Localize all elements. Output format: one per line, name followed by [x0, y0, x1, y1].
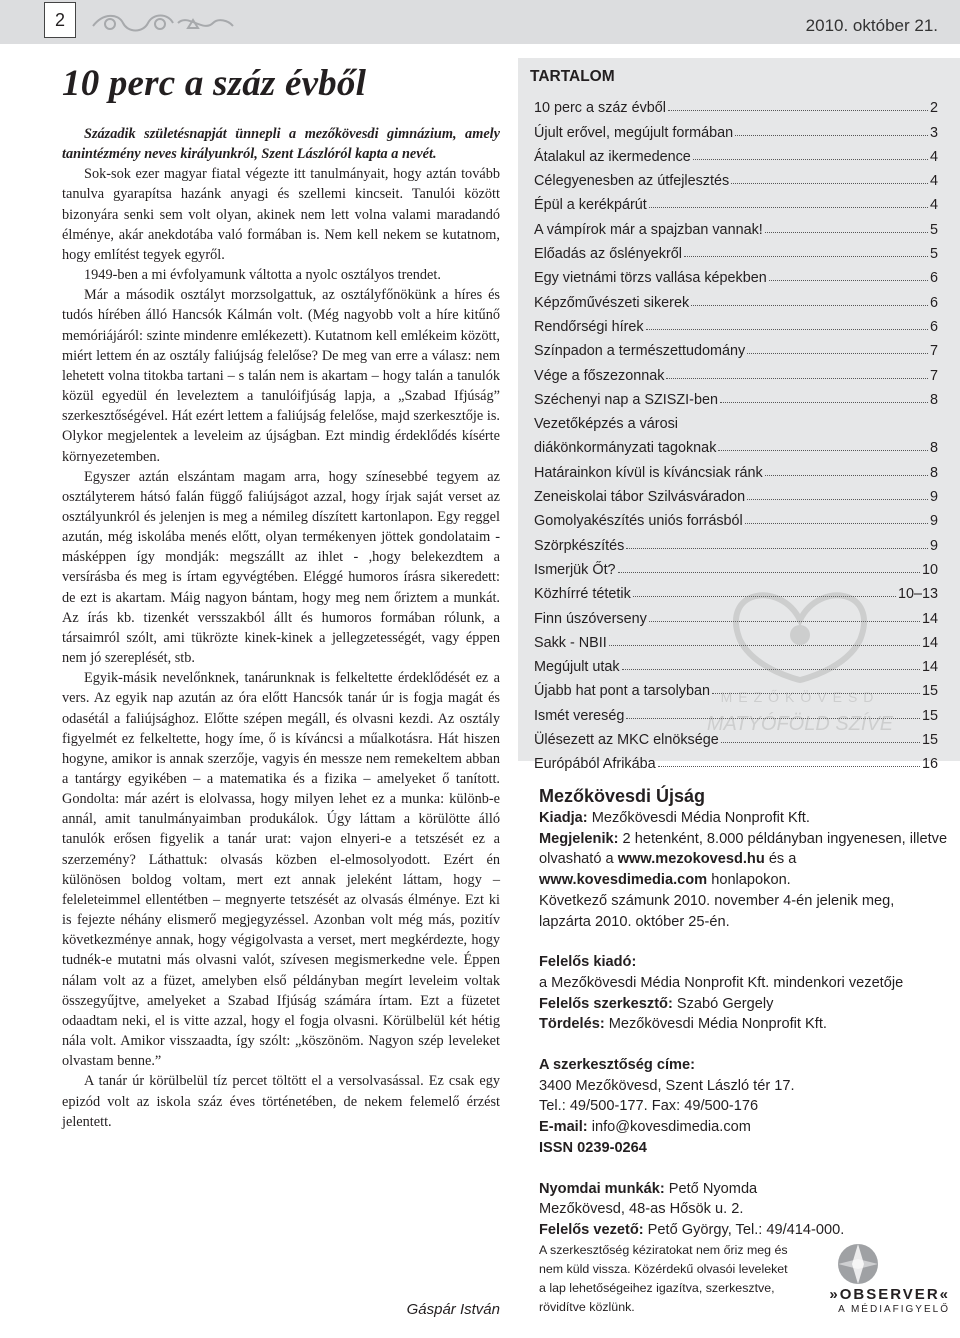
toc-item-page: 8: [929, 391, 938, 408]
toc-leader-dots: [745, 523, 928, 524]
toc-item-title: Szörpkészítés: [534, 537, 625, 554]
toc-leader-dots: [765, 475, 928, 476]
toc-item-title: Épül a kerékpárút: [534, 197, 647, 214]
toc-item-title: Finn úszóverseny: [534, 610, 647, 627]
toc-item-page: 6: [929, 318, 938, 335]
toc-item-title: Ismét vereség: [534, 707, 625, 724]
toc-item-page: 9: [929, 537, 938, 554]
toc-item[interactable]: [534, 213, 938, 237]
logo-subtitle: A MÉDIAFIGYELŐ: [838, 1304, 950, 1315]
article-paragraph: Egyik-másik nevelőnknek, tanárunknak is felkeltette érdeklődését ez a vers. Az egyik nap azután az óra előtt Hancsók tanár úr is fogja magát és odasétál a faliújsághoz. Előtte szépen megáll, és olvasni kezdi. Az osztály figyelmét ez felkeltette, hogy íme, ő is kíváncsi a műalkotásra. Hát hiszen hogyne, amikor is annak szerzője, vagyis én messze nem remekeltem abban a tantárgy egyikében – a matematika és a fizika – amelyeket ő tanított. Gondolta: már azért is elolvassa, hogy milyen lehet ez a munka: különb-e annál, amit tanulmányaimban produkálok. Úgy láttam a körülötte álló tanulók erősen figyelik a tanár urat: vajon elnyeri-e a tetszését ez a szerzemény? Láthattuk: olvasás közben el-elmosolyodott. Ezért én különösen boldog voltam, mert ezt annak jeleként láttam, hogy – feleleteimmel ellentétben – megnyerte tetszését az olvasás élménye. Ezt ki is fejezte néhány elismerő megjegyzéssel. Azonban volt még más, pozitív következménye annak, hogy végigolvasta a verset, mert megkérdezte, hogy tudnék-e mutatni más olvasni valót, szívesen megismerkedne vele. Éppen nálam volt az a füzet, amelyben első példányban megírt leveleim voltak összegyűjtve, amelyeket a Szabad Ifjúság számára írtam. Ezt a füzetet odaadtam neki, el is vitte azzal, hogy el fogja olvasni. Körülbelül két hétig nála volt. Amikor visszaadta, így szólt: „köszönöm. Nagyon szép leveleket olvastam benne.”: [62, 670, 500, 1070]
toc-item-title: Sakk - NBII: [534, 634, 607, 651]
toc-leader-dots: [626, 548, 928, 549]
toc-item-title: Ülésezett az MKC elnöksége: [534, 732, 719, 749]
observer-logo: [780, 1240, 950, 1320]
toc-item[interactable]: [534, 505, 938, 529]
toc-item-title: Vége a főszezonnak: [534, 367, 665, 384]
toc-item-title: Közhírré tétetik: [534, 586, 631, 603]
toc-item-page: 6: [929, 294, 938, 311]
toc-leader-dots: [731, 183, 928, 184]
toc-item[interactable]: [534, 189, 938, 213]
toc-leader-dots: [765, 232, 928, 233]
toc-item-title: Egy vietnámi törzs vallása képekben: [534, 270, 767, 287]
toc-item[interactable]: [534, 432, 938, 456]
toc-item[interactable]: [534, 748, 938, 772]
toc-leader-dots: [718, 450, 928, 451]
toc-item-title: Vezetőképzés a városi: [534, 416, 678, 433]
issue-date: 2010. október 21.: [805, 16, 938, 35]
toc-leader-dots: [646, 329, 928, 330]
globe-icon: [834, 1240, 882, 1288]
toc-item-title: Színpadon a természettudomány: [534, 343, 746, 360]
toc-item-title: Újabb hat pont a tarsolyban: [534, 683, 711, 700]
toc-item-title: Képzőművészeti sikerek: [534, 294, 690, 311]
toc-leader-dots: [649, 207, 928, 208]
toc-item-page: 2: [929, 100, 938, 117]
toc-leader-dots: [747, 499, 928, 500]
ornament-icon: [88, 8, 238, 38]
toc-leader-dots: [666, 378, 928, 379]
toc-item-title: Átalakul az ikermedence: [534, 148, 691, 165]
toc-item[interactable]: [534, 359, 938, 383]
toc-item[interactable]: [534, 408, 938, 432]
site-link[interactable]: www.mezokovesd.hu: [617, 851, 765, 868]
article-paragraph: 1949-ben a mi évfolyamunk váltotta a nyolc osztályos trendet.: [84, 267, 441, 284]
toc-item[interactable]: [534, 456, 938, 480]
toc-item-page: 16: [921, 756, 938, 773]
toc-item-page: 8: [929, 464, 938, 481]
toc-item-title: Előadás az őslényekről: [534, 246, 682, 263]
logo-name: »OBSERVER«: [829, 1286, 950, 1303]
toc-leader-dots: [769, 280, 928, 281]
page-number: 2: [44, 2, 76, 38]
toc-item-page: 10–13: [897, 586, 938, 603]
toc-item-title: A vámpírok már a spajzban vannak!: [534, 221, 763, 238]
toc-item-page: 4: [929, 148, 938, 165]
toc-item-title: Ismerjük Őt?: [534, 561, 616, 578]
masthead: Mezőkövesdi Újság: [539, 786, 706, 806]
article-title: 10 perc a száz évből: [62, 63, 367, 104]
toc-item[interactable]: [534, 141, 938, 165]
toc-item-page: 7: [929, 343, 938, 360]
toc-item-page: 8: [929, 440, 938, 457]
toc-item[interactable]: [534, 116, 938, 140]
toc-item[interactable]: [534, 384, 938, 408]
toc-leader-dots: [721, 742, 920, 743]
toc-item-page: 14: [921, 634, 938, 651]
article-paragraph: Már a második osztályt morzsolgattuk, az osztályfőnökünk a híres és tudós hírében álló Hancsók Kálmán volt. (Még nagyobb volt a híre kitűnő memóriájáról: szinte mindenre emlékezett). Kutatnom kell emlékeim között, miért lettem én az osztály faliújság felelőse? De meg van erre a válasz: nem lehetett volna titokba tartani – s talán nem is akartam – hogy talán a tanulók közül egyedül én leveleztem a tanulóifjúság lapja, a „Szabad Ifjúság” szerkesztőségével. Hát ezért lettem a faliújság felelőse, majd szerkesztője is. Olykor megjelentek a leveleim az újságban. Ezt mindig érdeklődés kísérte környezetemben.: [62, 287, 500, 465]
toc-leader-dots: [720, 402, 928, 403]
toc-item[interactable]: [534, 529, 938, 553]
page-header: [0, 0, 960, 44]
toc-item-title: Határainkon kívül is kíváncsiak ránk: [534, 464, 763, 481]
toc-item-title: Széchenyi nap a SZISZI-ben: [534, 391, 718, 408]
toc-item-title: Gomolyakészítés uniós forrásból: [534, 513, 743, 530]
svg-text:MATYÓFÖLD SZÍVE: MATYÓFÖLD SZÍVE: [706, 713, 894, 735]
toc-item-title: Zeneiskolai tábor Szilvásváradon: [534, 489, 746, 506]
toc-item-page: 9: [929, 513, 938, 530]
article-paragraph: Egyszer aztán elszántam magam arra, hogy színesebbé tegyem az osztályterem hátsó falán függő faliújságot azzal, hogy írjak saját verset az osztályunkról és jelenjen is meg a némileg díszített kartonlapon. Egy reggel azután, még iskolába menés előtt, olyan termékenyen jöttek gondolataim - másképpen így mondják: megszállt az ihlet - ,hogy belekezdtem a versírásba és meg is írtam egyvégtében. Eléggé humoros írásra sikeredett: de ezt is akartam. Máig nagyon bántam, hogy meg nem őriztem a munkát. Az írás kb. tizenkét versszakból állt és humoros formában rólunk, a társaimról szólt, ami tükrözte kinek-kinek a jellegzetességét, vagy éppen nem jó szereplését, stb.: [62, 468, 500, 667]
email-link[interactable]: info@kovesdimedia.com: [587, 1119, 751, 1136]
toc-item-page: 15: [921, 707, 938, 724]
toc-title: TARTALOM: [530, 68, 615, 85]
toc-item-title: diákönkormányzati tagoknak: [534, 440, 717, 457]
toc-leader-dots: [747, 353, 928, 354]
toc-item-title: Európából Afrikába: [534, 756, 656, 773]
toc-item-page: 7: [929, 367, 938, 384]
toc-item-page: 6: [929, 270, 938, 287]
toc-item[interactable]: [534, 92, 938, 116]
article-paragraph: A tanár úr körülbelül tíz percet töltött el a versolvasással. Ez csak egy epizód volt az iskola száz éves történetében, de nekem felemelő érzést jelentett.: [62, 1073, 500, 1130]
toc-leader-dots: [691, 305, 928, 306]
toc-item-title: Rendőrségi hírek: [534, 318, 644, 335]
toc-item[interactable]: [534, 335, 938, 359]
toc-item[interactable]: [534, 262, 938, 286]
toc-leader-dots: [693, 159, 928, 160]
toc-item-page: 15: [921, 732, 938, 749]
toc-item-title: Megújult utak: [534, 659, 620, 676]
editorial-notice: A szerkesztőség kéziratokat nem őriz meg és nem küld vissza. Közérdekű olvasói leveleket a lap lehetőségeihez igazítva, szerkesztve, rövidítve közlünk.: [539, 1242, 788, 1314]
toc-item-page: 3: [929, 124, 938, 141]
svg-text:MEZŐKÖVESD: MEZŐKÖVESD: [720, 689, 880, 705]
article-lead: Századik születésnapját ünnepli a mezőkövesdi gimnázium, amely tanintézmény neves királyunkról, Szent Lászlóról kapta a nevét.: [62, 126, 500, 163]
toc-item-page: 4: [929, 197, 938, 214]
toc-leader-dots: [735, 135, 928, 136]
toc-item-page: 14: [921, 610, 938, 627]
toc-item[interactable]: [534, 286, 938, 310]
toc-item-title: 10 perc a száz évből: [534, 100, 666, 117]
article-author: Gáspár István: [406, 1301, 500, 1318]
article-paragraph: Sok-sok ezer magyar fiatal végezte itt tanulmányait, hogy aztán tovább tanulva gyarapítsa hazánk anyagi és szellemi kincseit. Tanulói között bizonyára senki sem volt olyan, akinek nem lett volna valami maradandó élménye, akár anekdotába való formában is. Nem kell nekem se kutatnom, hogy említést tegyek egyről.: [62, 166, 500, 263]
toc-item[interactable]: [534, 481, 938, 505]
toc-item[interactable]: [534, 165, 938, 189]
toc-leader-dots: [684, 256, 928, 257]
imprint: Mezőkövesdi Újság Kiadja: Mezőkövesdi Média Nonprofit Kft. Megjelenik: 2 hetenként, 8.000 példányban ingyenesen, illetve olvasható a www.mezokovesd.hu és a www.kovesdimedia.com honlapokon. Következő számunk 2010. november 4-én jelenik meg, lapzárta 2010. október 25-én. Felelős kiadó: a Mezőkövesdi Média Nonprofit Kft. mindenkori vezetője Felelős szerkesztő: Szabó Gergely Tördelés: Mezőkövesdi Média Nonprofit Kft. A szerkesztőség címe: 3400 Mezőkövesd, Szent László tér 17. Tel.: 49/500-177. Fax: 49/500-176 E-mail: info@kovesdimedia.com ISSN 0239-0264 Nyomdai munkák: Pető Nyomda Mezőkövesd, 48-as Hősök u. 2. Felelős vezető: Pető György, Tel.: 49/414-000. A szerkesztőség kéziratokat nem őriz meg és nem küld vissza. Közérdekű olvasói leveleket a lap lehetőségeihez igazítva, szerkesztve, rövidítve közlünk.: [539, 784, 949, 1317]
article-body: [62, 124, 500, 1132]
toc-item-page: 9: [929, 489, 938, 506]
toc-item-title: Célegyenesben az útfejlesztés: [534, 173, 730, 190]
toc-item-page: 10: [921, 561, 938, 578]
toc-item-page: 4: [929, 173, 938, 190]
toc-item-page: 15: [921, 683, 938, 700]
toc-leader-dots: [658, 766, 920, 767]
toc-item[interactable]: [534, 311, 938, 335]
toc-item-page: 5: [929, 246, 938, 263]
toc-item-page: 14: [921, 659, 938, 676]
toc-item-title: Újult erővel, megújult formában: [534, 124, 734, 141]
toc-item[interactable]: [534, 238, 938, 262]
matyofold-heart-watermark-icon: [700, 560, 900, 740]
toc-item-page: 5: [929, 221, 938, 238]
site-link[interactable]: www.kovesdimedia.com: [539, 872, 708, 889]
toc-leader-dots: [668, 110, 928, 111]
